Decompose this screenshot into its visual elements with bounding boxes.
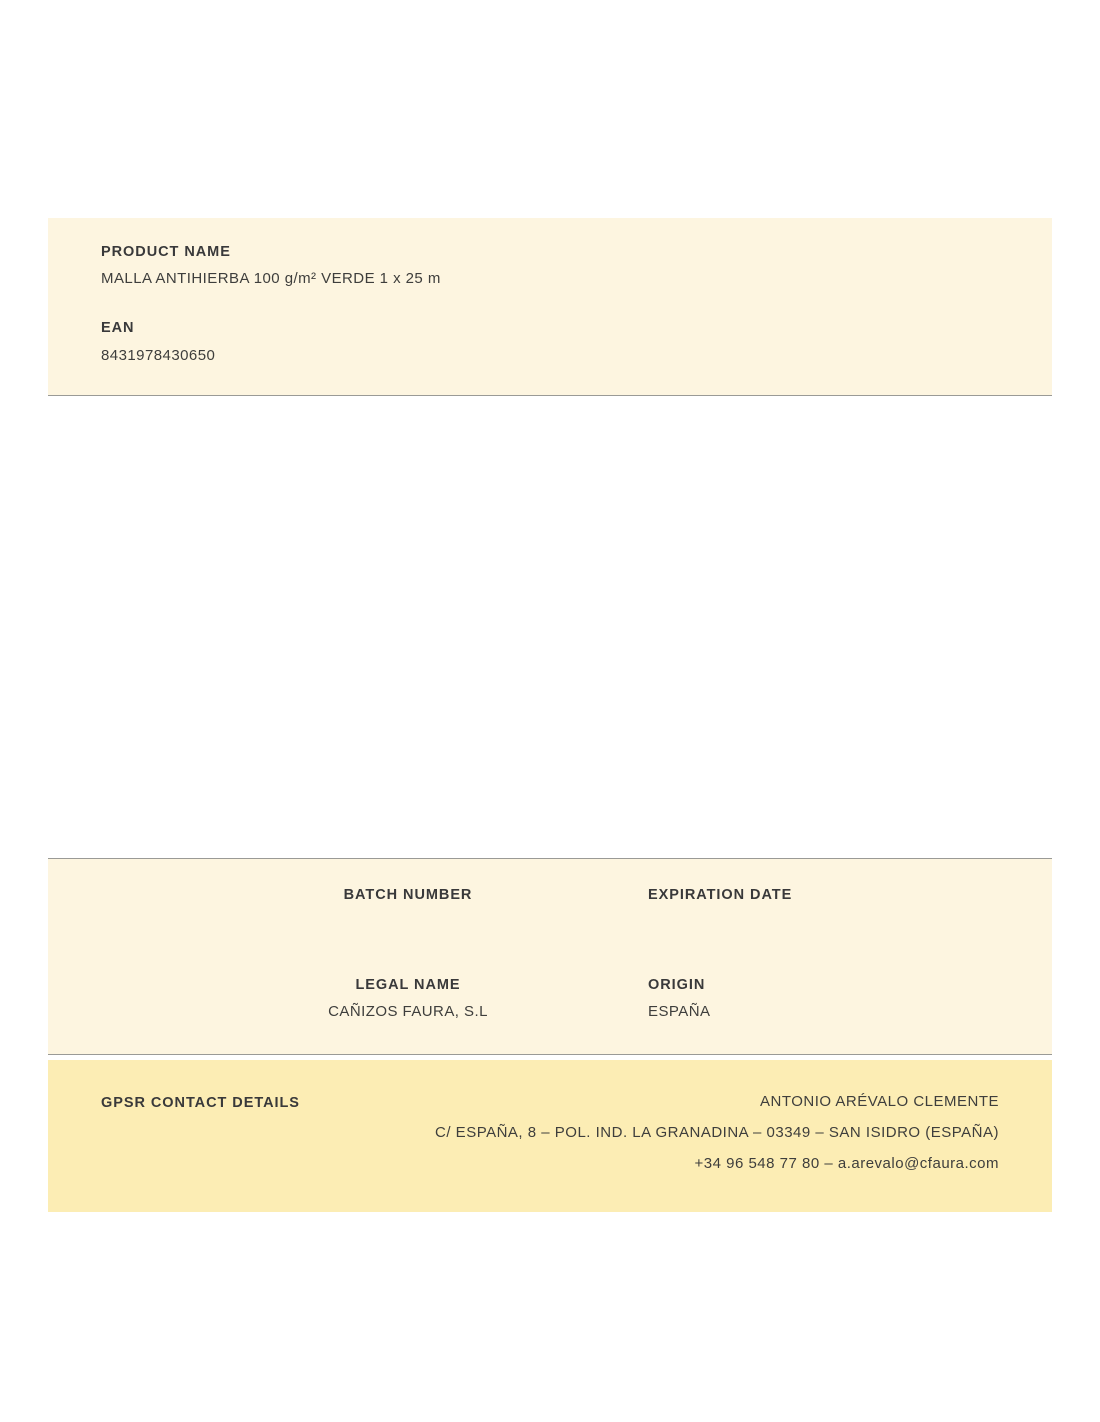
gpsr-contact-section	[48, 1060, 1052, 1212]
ean-value: 8431978430650	[101, 346, 216, 364]
expiration-date-field	[648, 885, 998, 911]
gpsr-contact-name: ANTONIO ARÉVALO CLEMENTE	[760, 1093, 999, 1110]
legal-name-value: CAÑIZOS FAURA, S.L	[328, 1003, 488, 1021]
expiration-date-label: EXPIRATION DATE	[648, 887, 793, 903]
legal-name-field	[233, 975, 583, 1022]
gpsr-contact-address: C/ ESPAÑA, 8 – POL. IND. LA GRANADINA – 03349 – SAN ISIDRO (ESPAÑA)	[435, 1123, 999, 1141]
origin-field	[648, 975, 998, 1022]
legal-name-label: LEGAL NAME	[355, 977, 461, 993]
product-name-value: MALLA ANTIHIERBA 100 g/m² VERDE 1 x 25 m	[101, 270, 441, 288]
gpsr-contact-phone-email: +34 96 548 77 80 – a.arevalo@cfaura.com	[694, 1154, 999, 1172]
origin-label: ORIGIN	[648, 977, 706, 993]
product-name-label: PRODUCT NAME	[101, 244, 231, 260]
product-info-section	[48, 218, 1052, 396]
gpsr-contact-lines	[435, 1093, 999, 1173]
origin-value: ESPAÑA	[648, 1003, 711, 1021]
product-details-section	[48, 858, 1052, 1055]
gpsr-contact-label: GPSR CONTACT DETAILS	[101, 1095, 300, 1111]
batch-number-label: BATCH NUMBER	[343, 887, 473, 903]
ean-label: EAN	[101, 320, 135, 337]
batch-number-field	[233, 885, 583, 911]
product-info-inner	[48, 218, 1052, 366]
